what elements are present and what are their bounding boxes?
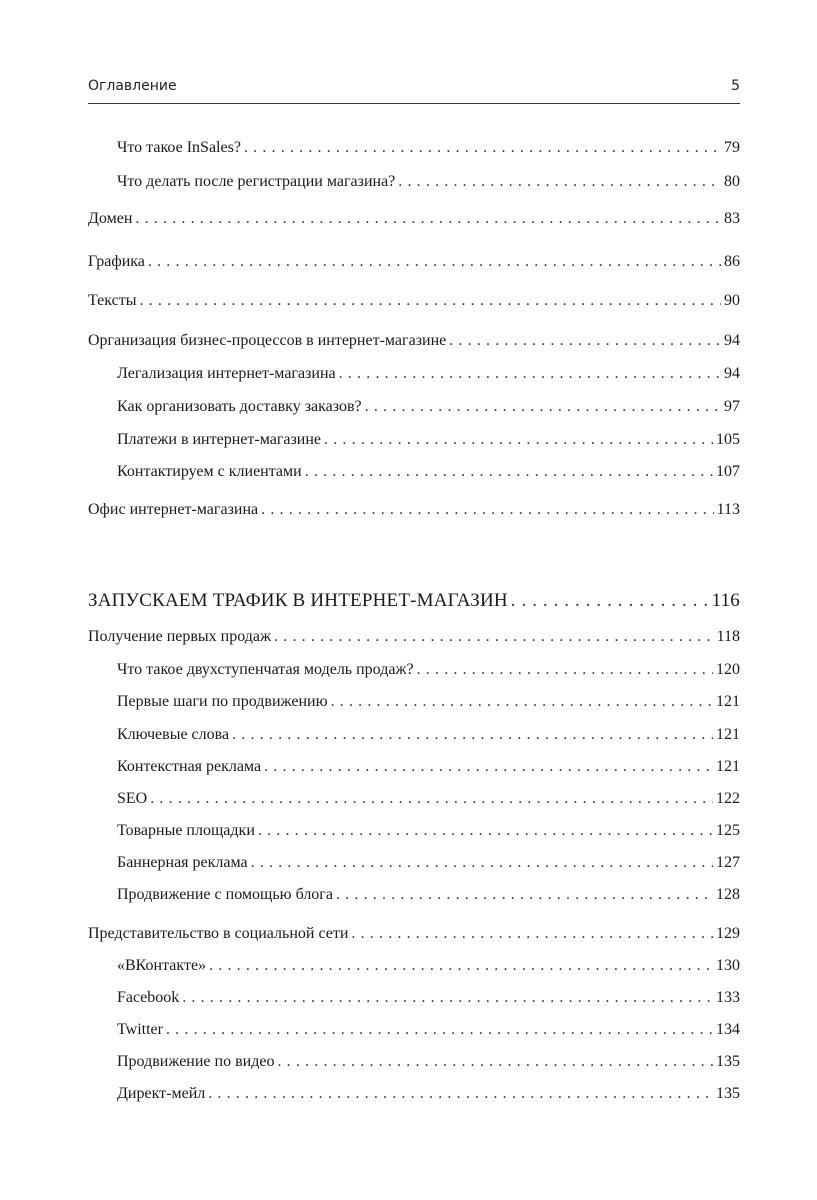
- toc-entry-page: 97: [724, 398, 740, 415]
- dot-leader: [264, 757, 713, 777]
- dot-leader: [336, 885, 713, 905]
- toc-entry: [117, 821, 740, 841]
- dot-leader: [209, 956, 713, 976]
- toc-entry: [88, 209, 740, 229]
- dot-leader: [166, 1020, 713, 1040]
- toc-entry: [117, 789, 740, 809]
- toc-entry-page: 83: [724, 210, 740, 227]
- toc-entry: [88, 589, 740, 613]
- toc-entry-page: 135: [716, 1053, 740, 1070]
- dot-leader: [261, 500, 713, 520]
- toc-entry-label: ЗАПУСКАЕМ ТРАФИК В ИНТЕРНЕТ-МАГАЗИН: [88, 590, 508, 611]
- dot-leader: [365, 397, 721, 417]
- toc-entry: [88, 627, 740, 647]
- toc-entry-page: 90: [724, 292, 740, 309]
- toc-entry: [117, 1084, 740, 1104]
- page-number: 5: [731, 78, 740, 94]
- toc-entry: [117, 172, 740, 192]
- toc-entry-page: 120: [716, 661, 740, 678]
- toc-entry-label: Графика: [88, 253, 145, 270]
- toc-entry: [117, 988, 740, 1008]
- toc-entry-label: Twitter: [117, 1021, 163, 1038]
- toc-entry-page: 113: [716, 501, 740, 518]
- toc-entry-page: 80: [724, 173, 740, 190]
- dot-leader: [232, 725, 713, 745]
- toc-entry-label: Платежи в интернет-магазине: [117, 431, 322, 448]
- toc-entry-label: Директ-мейл: [117, 1085, 206, 1102]
- toc-entry-label: «ВКонтакте»: [117, 957, 207, 974]
- dot-leader: [417, 660, 713, 680]
- toc-entry-label: Facebook: [117, 989, 180, 1006]
- running-header-title: Оглавление: [88, 78, 177, 94]
- dot-leader: [398, 172, 721, 192]
- toc-entry-page: 86: [724, 253, 740, 270]
- toc-entry-page: 94: [724, 365, 740, 382]
- toc-entry: [88, 500, 740, 520]
- toc-entry-label: Продвижение по видео: [117, 1053, 275, 1070]
- toc-entry-label: Получение первых продаж: [88, 628, 272, 645]
- dot-leader: [449, 331, 721, 351]
- dot-leader: [150, 789, 713, 809]
- dot-leader: [277, 1052, 713, 1072]
- toc-entry: [88, 291, 740, 311]
- toc-entry-label: Что делать после регистрации магазина?: [117, 173, 396, 190]
- toc-entry-page: 135: [716, 1085, 740, 1102]
- toc-entry-page: 128: [716, 886, 740, 903]
- toc-entry-page: 107: [716, 463, 740, 480]
- dot-leader: [274, 627, 714, 647]
- toc-entry-label: Первые шаги по продвижению: [117, 693, 328, 710]
- toc-entry-label: Организация бизнес-процессов в интернет-магазине: [88, 332, 447, 349]
- toc-entry-label: Представительство в социальной сети: [88, 925, 349, 942]
- dot-leader: [339, 364, 721, 384]
- toc-entry: [117, 462, 740, 482]
- toc-entry-page: 129: [716, 925, 740, 942]
- toc-entry-label: Офис интернет-магазина: [88, 501, 259, 518]
- toc-entry-label: Легализация интернет-магазина: [117, 365, 336, 382]
- running-header: [88, 76, 740, 102]
- dot-leader: [208, 1084, 713, 1104]
- toc-entry-page: 133: [716, 989, 740, 1006]
- toc-entry-page: 122: [716, 790, 740, 807]
- toc-entry-label: Ключевые слова: [117, 726, 230, 743]
- toc-entry: [88, 924, 740, 944]
- toc-entry-page: 125: [716, 822, 740, 839]
- toc-entry: [88, 252, 740, 272]
- dot-leader: [511, 589, 709, 613]
- dot-leader: [324, 430, 713, 450]
- toc-entry-label: Контекстная реклама: [117, 758, 262, 775]
- toc-entry: [117, 725, 740, 745]
- dot-leader: [182, 988, 713, 1008]
- toc-entry-page: 94: [724, 332, 740, 349]
- toc-entry-label: Баннерная реклама: [117, 854, 248, 871]
- dot-leader: [148, 252, 721, 272]
- toc-entry-label: Контактируем с клиентами: [117, 463, 302, 480]
- dot-leader: [139, 291, 721, 311]
- dot-leader: [258, 821, 713, 841]
- header-rule: [88, 103, 740, 104]
- toc-entry-page: 134: [716, 1021, 740, 1038]
- toc-entry-label: Что такое двухступенчатая модель продаж?: [117, 661, 414, 678]
- toc-entry-page: 79: [724, 139, 740, 156]
- toc-entry-label: Что такое InSales?: [117, 139, 241, 156]
- toc-entry: [117, 1052, 740, 1072]
- dot-leader: [351, 924, 713, 944]
- dot-leader: [135, 209, 721, 229]
- toc-entry-label: Домен: [88, 210, 133, 227]
- toc-entry-label: SEO: [117, 790, 148, 807]
- toc-entry: [117, 692, 740, 712]
- dot-leader: [251, 853, 713, 873]
- toc-entry: [117, 138, 740, 158]
- toc-entry-label: Продвижение с помощью блога: [117, 886, 333, 903]
- toc-entry-label: Тексты: [88, 292, 137, 309]
- dot-leader: [305, 462, 713, 482]
- toc-entry-page: 121: [716, 693, 740, 710]
- toc-entry: [117, 885, 740, 905]
- dot-leader: [331, 692, 713, 712]
- toc-entry: [117, 853, 740, 873]
- toc-entry-page: 118: [716, 628, 740, 645]
- toc-entry-page: 105: [716, 431, 740, 448]
- toc-entry-page: 127: [716, 854, 740, 871]
- dot-leader: [244, 138, 721, 158]
- toc-entry-label: Товарные площадки: [117, 822, 255, 839]
- toc-entry-page: 121: [716, 726, 740, 743]
- toc-entry: [117, 757, 740, 777]
- toc-entry-label: Как организовать доставку заказов?: [117, 398, 362, 415]
- toc-entry: [117, 660, 740, 680]
- toc-entry: [117, 956, 740, 976]
- toc-entry: [117, 1020, 740, 1040]
- toc-entry-page: 130: [716, 957, 740, 974]
- toc-entry: [88, 331, 740, 351]
- toc-entry: [117, 430, 740, 450]
- toc-entry-page: 121: [716, 758, 740, 775]
- toc-entry-page: 116: [711, 590, 740, 611]
- toc-entry: [117, 364, 740, 384]
- toc-entry: [117, 397, 740, 417]
